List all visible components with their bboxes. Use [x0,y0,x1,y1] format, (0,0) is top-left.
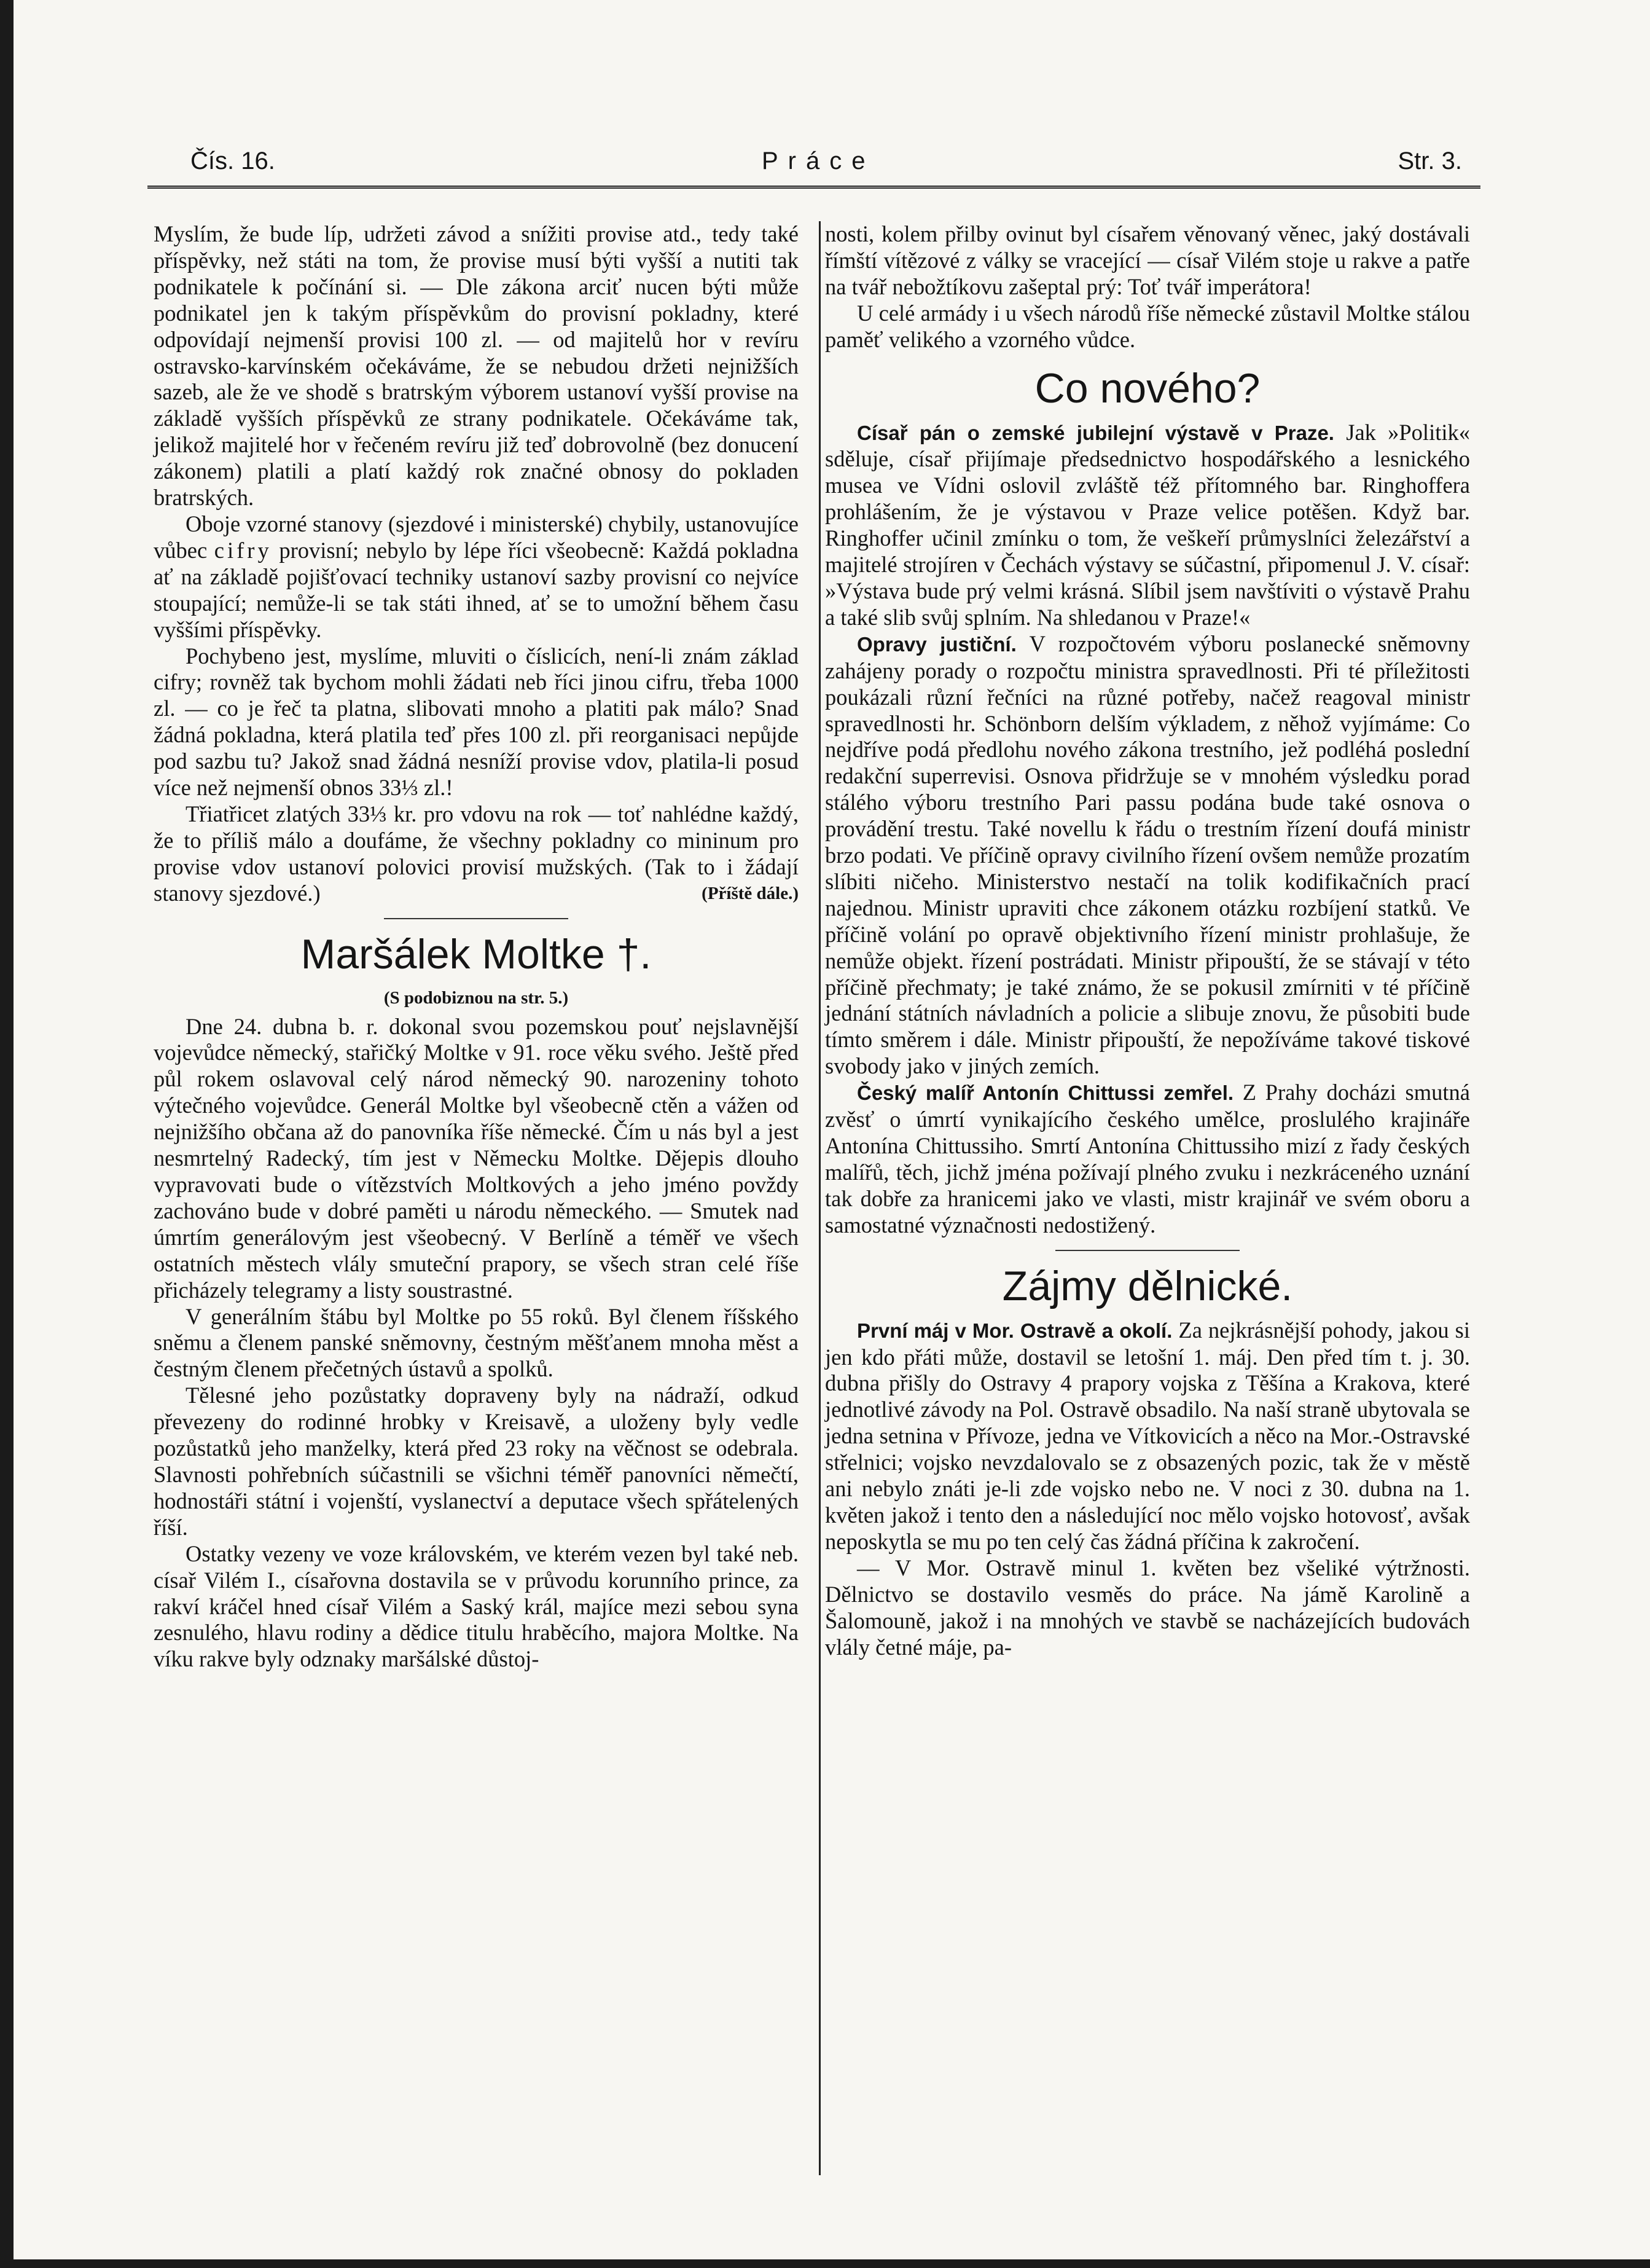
news-item: Český malíř Antonín Chittussi zemřel. Z Prahy docházi smutná zvěsť o úmrtí vynikajícího českého umělce, proslulého krajináře Antonína Chittussiho. Smrtí Antonína Chittussiho mizí z řady českých malířů, těch, jichž jména požívají plného zvuku i nezkráceného uznání tak dobře za hranicemi jako ve vlasti, mistr krajinář ve svém oboru a samostatné význačnosti nedostižený. [825,1080,1470,1238]
news-item: Opravy justiční. V rozpočtovém výboru poslanecké sněmovny zahájeny porady o rozpočtu ministra spravedlnosti. Při té příležitosti poukázali různí řečníci na různé potřeby, načež reagoval ministr spravedlnosti hr. Schönborn delším výkladem, z něhož vyjímáme: Co nejdříve podá předlohu nového zákona trestního, jež podléhá poslední redakční superrevisi. Osnova přidržuje se v mnohém výsledku porad stálého výboru trestního Pari passu podána bude také osnova o provádění trestu. Také novellu k řádu o trestním řízení doufá ministr brzo podati. Ve příčině opravy civilního řízení ovšem nemůže prozatím slíbiti ničeho. Ministerstvo nestačí na tolik kodifikačních prací najednou. Ministr upraviti chce zákonem otázku rozbíjení statků. Ve příčině volání po opravě objektivního řízení ministr prohlašuje, že nemůže objekt. řízení postrádati. Ministr připouští, že se stávají v této příčině přechmaty; je také známo, že se pokusil zmírniti v té příčině jednání státních návladních a policie a slibuje znovu, že působiti bude tímto směrem i dále. Ministr připouští, že nepožíváme takové tiskové svobody jako v jiných zemích. [825,630,1470,1079]
page-header [147,147,1480,184]
article-paragraph: V generálním štábu byl Moltke po 55 roků. Byl členem říšského sněmu a členem panské sněmovny, čestným měšťanem mnoha měst a čestným členem přečetných ústavů a spolků. [154,1303,799,1382]
section-separator [384,918,568,919]
page-number: Str. 3. [1398,147,1462,175]
news-item: Císař pán o zemské jubilejní výstavě v Praze. Jak »Politik« sděluje, císař přijímaje předsednictvo hospodářského a lesnického musea ve Vídni oslovil zvláště též přítomného bar. Ringhoffera prohlášením, že je výstavou v Praze velice potěšen. Když bar. Ringhoffer učinil zmínku o tom, že veškeří průmyslníci železářství a majitelé strojíren v Čechách výstavy se súčastní, připomenul J. V. císař: »Výstava bude prý velmi krásná. Slíbil jsem navštíviti o výstavě Prahu a také slib svůj splním. Na shledanou v Praze!« [825,419,1470,630]
continued-note: (Příště dále.) [702,883,799,903]
issue-number: Čís. 16. [190,147,275,175]
labor-heading: Zájmy dělnické. [1002,1262,1293,1309]
right-column [825,221,1470,1660]
article-paragraph: Myslím, že bude líp, udržeti závod a snížiti provise atd., tedy také příspěvky, než státi na tom, že provise musí býti vyšší a nutiti tak podnikatele k počínání si. — Dle zákona arciť nucen býti může podnikatel jen k takým příspěvkům do provisní pokladny, které odpovídají nejmenší provisi 100 zl. — od majitelů hor v revíru ostravsko-karvínském očekáváme, že se nebudou držeti nejnižších sazeb, ale že ve shodě s bratrským výborem ustanoví vyšší provise na základě vyšších příspěvků ze strany podnikatele. Očekáváme tak, jelikož majitelé hor v řečeném revíru již teď dobrovolně (bez donucení zákonem) platili a platí každý rok značné obnosy do pokladen bratrských. [154,221,799,511]
article-paragraph: Oboje vzorné stanovy (sjezdové i ministerské) chybily, ustanovujíce vůbec cifry provisní; nebylo by lépe říci všeobecně: Každá pokladna ať na základě pojišťovací techniky ustanoví sazby provisní co nejvíce stoupající; nemůže-li se tak státi ihned, ať se to umožní během času vyššími příspěvky. [154,511,799,642]
news-item-title: Český malíř Antonín Chittussi zemřel. [857,1081,1234,1105]
moltke-heading: Maršálek Moltke †. [300,930,652,978]
article-paragraph: Třiatřicet zlatých 33⅓ kr. pro vdovu na rok — toť nahlédne každý, že to příliš málo a doufáme, že všechny pokladny co mininum pro provise vdov ustanoví polovici provisí mužských. (Tak to i žádají stanovy sjezdové.) (Příště dále.) [154,801,799,906]
article-paragraph: Tělesné jeho pozůstatky dopraveny byly na nádraží, odkud převezeny do rodinné hrobky v Kreisavě, a uloženy byly vedle pozůstatků jeho manželky, která před 23 roky na věčnost se odebrala. Slavnosti pohřebních súčastnili se všichni téměř panovníci němečtí, hodnostáři státní i vojenští, vyslanectví a deputace všech spřátelených říší. [154,1383,799,1540]
news-item-title: Opravy justiční. [857,632,1017,656]
article-paragraph: U celé armády i u všech národů říše německé zůstavil Moltke stálou paměť velikého a vzorného vůdce. [825,300,1470,352]
left-column [154,221,799,1673]
header-rule [147,186,1480,189]
article-paragraph: nosti, kolem přilby ovinut byl císařem věnovaný věnec, jaký dostávali římští vítězové z války se vracející — císař Vilém stoje u rakve a patře na tvář nebožtíkovu zašeptal prý: Toť tvář imperátora! [825,221,1470,299]
moltke-portrait-note: (S podobiznou na str. 5.) [383,987,569,1008]
news-item: První máj v Mor. Ostravě a okolí. Za nejkrásnější pohody, jakou si jen kdo přáti může, dostavil se letošní 1. máj. Den před tím t. j. 30. dubna přišly do Ostravy 4 prapory vojska z Těšína a Krakova, které jednotlivé závody na Pol. Ostravě obsadilo. Na naší straně ubytovala se jedna setnina v Přívoze, jedna ve Vítkovicích a něco na Mor.-Ostravské střelnici; vojsko nevzdalovalo se z obsazených pozic, tak že v městě ani nebylo znáti je-li zde vojsko nebo ne. V noci z 30. dubna na 1. květen jakož i tento den a následující noc mělo vojsko hotovosť, avšak neposkytla se mu po ten celý čas žádná příčina k zakročení. [825,1317,1470,1554]
spaced-emphasis: cifry [214,537,272,563]
article-paragraph: — V Mor. Ostravě minul 1. květen bez všeliké výtržnosti. Dělnictvo se dostavilo vesměs do práce. Na jámě Karolině a Šalomouně, jakož i na mnohých ve stavbě se nacházejících budovách vlály četné máje, pa- [825,1555,1470,1660]
news-item-title: Císař pán o zemské jubilejní výstavě v Praze. [857,421,1334,444]
section-separator [1055,1250,1240,1251]
news-item-title: První máj v Mor. Ostravě a okolí. [857,1319,1173,1342]
article-paragraph: Pochybeno jest, myslíme, mluviti o číslicích, není-li znám základ cifry; rovněž tak bychom mohli žádati neb říci jinou cifru, třeba 1000 zl. — co je řeč ta platna, slibovati mnoho a platiti pak málo? Snad žádná pokladna, která platila teď přes 100 zl. při reorganisaci nepůjde pod sazbu tu? Jakož snad žádná nesníží provise vdov, platila-li posud více než nejmenší obnos 33⅓ zl.! [154,643,799,801]
news-heading: Co nového? [1034,364,1261,412]
newspaper-title: Práce [762,147,875,175]
article-paragraph: Ostatky vezeny ve voze královském, ve kterém vezen byl také neb. císař Vilém I., císařovna dostavila se v průvodu korunního prince, za rakví kráčel hned císař Vilém a Saský král, majíce mezi sebou syna zesnulého, hlavu rodiny a dědice titulu hraběcího, majora Moltke. Na víku rakve byly odznaky maršálské důstoj- [154,1540,799,1672]
column-divider [819,221,821,2175]
article-paragraph: Dne 24. dubna b. r. dokonal svou pozemskou pouť nejslavnější vojevůdce německý, stařičký Moltke v 91. roce věku svého. Ještě před půl rokem oslavoval celý národ německý 90. narozeniny tohoto výtečného vojevůdce. Generál Moltke byl všeobecně ctěn a vážen od nejnižšího občana až do panovníka říše německé. Čím u nás byl a jest nesmrtelný Radecký, tím jest v Německu Moltke. Dějepis dlouho vypravovati bude o vítězstvích Moltkových a jeho jméno povždy zachováno bude v dobré paměti u národu německého. — Smutek nad úmrtím generálovým jest všeobecný. V Berlíně a téměř ve všech ostatních městech vlály smuteční prapory, se všech stran celé říše přicházely telegramy a listy soustrastné. [154,1013,799,1303]
